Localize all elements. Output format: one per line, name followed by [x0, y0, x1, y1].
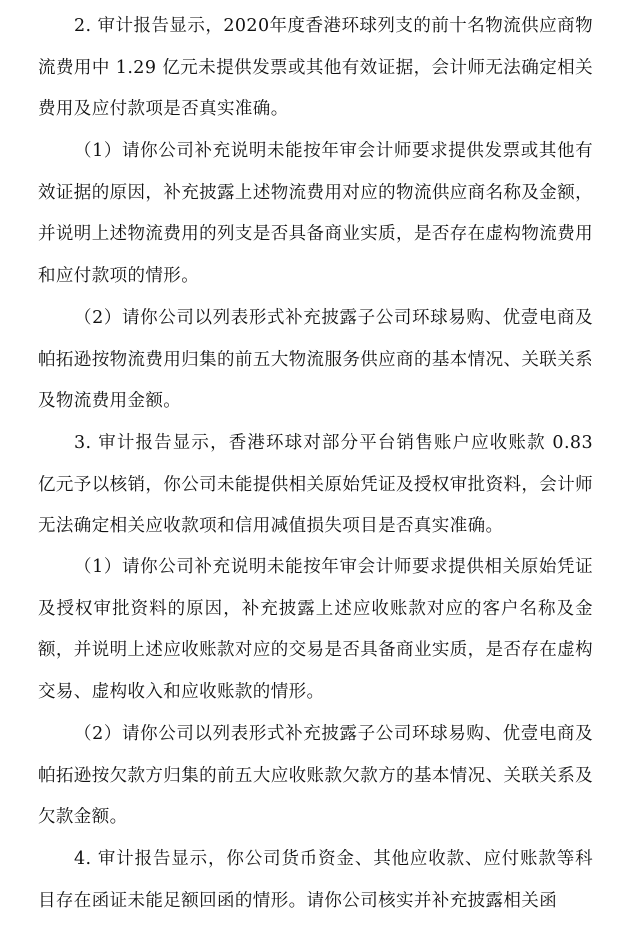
paragraph-item-3: 3. 审计报告显示，香港环球对部分平台销售账户应收账款 0.83 亿元予以核销，你公司未能提供相关原始凭证及授权审批资料，会计师无法确定相关应收款项和信用减值损失项目是否真实准确。 [38, 433, 593, 536]
paragraph-item-2: 2. 审计报告显示，2020年度香港环球列支的前十名物流供应商物流费用中 1.29 亿元未提供发票或其他有效证据，会计师无法确定相关费用及应付款项是否真实准确。 [38, 16, 593, 119]
paragraph-item-2-1: （1）请你公司补充说明未能按年审会计师要求提供发票或其他有效证据的原因，补充披露上述物流费用对应的物流供应商名称及金额，并说明上述物流费用的列支是否具备商业实质，是否存在虚构物流费用和应付款项的情形。 [38, 141, 593, 286]
paragraph-item-3-1: （1）请你公司补充说明未能按年审会计师要求提供相关原始凭证及授权审批资料的原因，补充披露上述应收账款对应的客户名称及金额，并说明上述应收账款对应的交易是否具备商业实质，是否存在虚构交易、虚构收入和应收账款的情形。 [38, 557, 593, 702]
paragraph-item-3-2: （2）请你公司以列表形式补充披露子公司环球易购、优壹电商及帕拓逊按欠款方归集的前五大应收账款欠款方的基本情况、关联关系及欠款金额。 [38, 724, 593, 827]
paragraph-item-4: 4. 审计报告显示，你公司货币资金、其他应收款、应付账款等科目存在函证未能足额回函的情形。请你公司核实并补充披露相关函 [38, 849, 593, 911]
paragraph-item-2-2: （2）请你公司以列表形式补充披露子公司环球易购、优壹电商及帕拓逊按物流费用归集的前五大物流服务供应商的基本情况、关联关系及物流费用金额。 [38, 308, 593, 411]
